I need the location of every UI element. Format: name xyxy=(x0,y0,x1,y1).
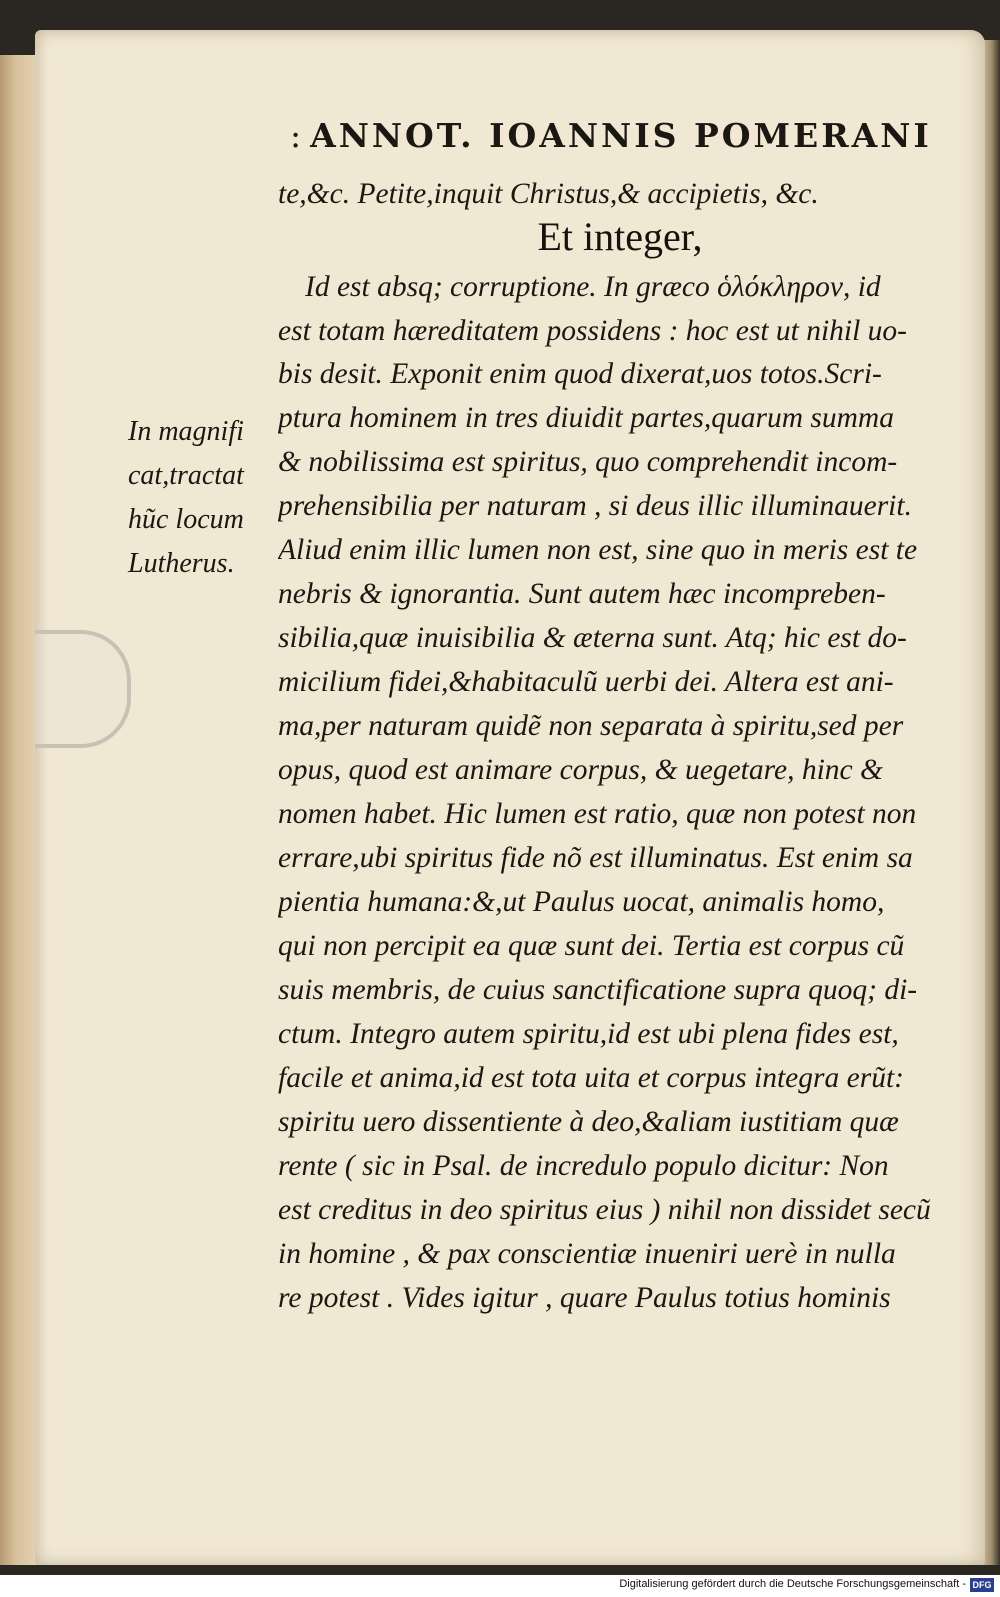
body-line: opus, quod est animare corpus, & uegetare, hinc & xyxy=(278,756,883,786)
running-header xyxy=(290,116,930,155)
body-line: prehensibilia per naturam , si deus illic illuminauerit. xyxy=(278,492,912,522)
digitization-credit: Digitalisierung gefördert durch die Deutsche Forschungsgemeinschaft - xyxy=(619,1578,966,1590)
body-line: rente ( sic in Psal. de incredulo populo dicitur: Non xyxy=(278,1152,889,1182)
margin-note-line: Lutherus. xyxy=(128,548,235,579)
running-title: ANNOT. IOANNIS POMERANI xyxy=(310,116,932,155)
body-line: ptura hominem in tres diuidit partes,quarum summa xyxy=(278,404,894,434)
body-line: te,&c. Petite,inquit Christus,& accipietis, &c. xyxy=(278,180,819,210)
body-line: bis desit. Exponit enim quod dixerat,uos totos.Scri- xyxy=(278,360,882,390)
body-line: est totam hæreditatem possidens : hoc est ut nihil uo- xyxy=(278,317,908,347)
body-line: Aliud enim illic lumen non est, sine quo in meris est te xyxy=(278,536,918,566)
dfg-logo: DFG xyxy=(970,1578,994,1592)
body-line: & nobilissima est spiritus, quo comprehendit incom- xyxy=(278,448,898,478)
body-line: sibilia,quæ inuisibilia & æterna sunt. Atq; hic est do- xyxy=(278,624,907,654)
margin-note-line: In magnifi xyxy=(128,416,244,447)
body-line: in homine , & pax conscientiæ inueniri uerè in nulla xyxy=(278,1240,896,1270)
body-line: Id est absq; corruptione. In græco ὁλόκληρον, id xyxy=(305,273,881,303)
page-stack-left xyxy=(0,55,40,1565)
body-line: suis membris, de cuius sanctificatione supra quoq; di- xyxy=(278,976,918,1006)
book-page xyxy=(35,30,985,1565)
body-line: spiritu uero dissentiente à deo,&aliam iustitiam quæ xyxy=(278,1108,899,1138)
body-line: qui non percipit ea quæ sunt dei. Tertia est corpus cũ xyxy=(278,932,905,962)
header-mark: : xyxy=(290,116,305,155)
body-line: nebris & ignorantia. Sunt autem hæc incompreben- xyxy=(278,580,886,610)
body-line: micilium fidei,&habitaculũ uerbi dei. Altera est ani- xyxy=(278,668,894,698)
margin-note-line: hũc locum xyxy=(128,504,244,535)
page-clip xyxy=(35,630,131,748)
body-line: ma,per naturam quidẽ non separata à spiritu,sed per xyxy=(278,712,904,742)
section-heading: Et integer, xyxy=(537,214,703,259)
body-line: pientia humana:&,ut Paulus uocat, animalis homo, xyxy=(278,888,885,918)
body-line: re potest . Vides igitur , quare Paulus totius hominis xyxy=(278,1284,891,1314)
body-line: errare,ubi spiritus fide nõ est illuminatus. Est enim sa xyxy=(278,844,913,874)
margin-note-line: cat,tractat xyxy=(128,460,244,491)
body-line: ctum. Integro autem spiritu,id est ubi plena fides est, xyxy=(278,1020,899,1050)
body-line: nomen habet. Hic lumen est ratio, quæ non potest non xyxy=(278,800,917,830)
body-line: est creditus in deo spiritus eius ) nihil non dissidet secũ xyxy=(278,1196,931,1226)
body-line: facile et anima,id est tota uita et corpus integra erũt: xyxy=(278,1064,904,1094)
